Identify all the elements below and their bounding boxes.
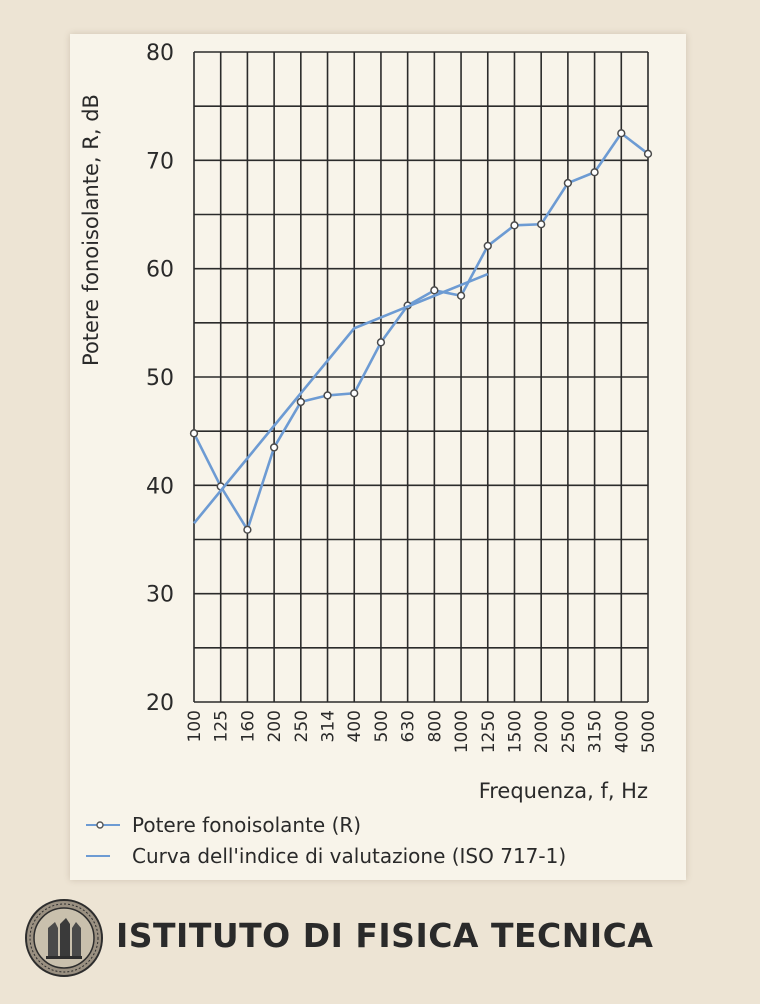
data-point	[511, 222, 518, 229]
footer	[24, 898, 744, 988]
data-point	[297, 399, 304, 406]
data-point	[484, 243, 491, 250]
x-tick-label: 5000	[639, 710, 659, 754]
x-tick-label: 3150	[585, 710, 606, 754]
x-tick-label: 1250	[478, 710, 499, 754]
y-tick-label: 80	[146, 41, 174, 66]
series	[191, 130, 652, 533]
y-tick-label: 20	[146, 691, 174, 716]
y-tick-labels	[146, 41, 174, 716]
data-point	[458, 292, 465, 299]
data-point	[191, 430, 198, 437]
data-point	[618, 130, 625, 137]
x-tick-label: 314	[318, 710, 339, 743]
x-tick-label: 2000	[532, 710, 553, 754]
series-line-0	[194, 133, 648, 530]
data-point	[645, 150, 652, 157]
x-axis-label: Frequenza, f, Hz	[478, 779, 648, 803]
grid	[194, 52, 648, 702]
data-point	[431, 287, 438, 294]
x-tick-label: 630	[398, 710, 419, 743]
data-point	[564, 180, 571, 187]
data-point	[271, 444, 278, 451]
y-tick-label: 60	[146, 257, 174, 283]
legend	[86, 813, 566, 868]
y-tick-label: 40	[146, 474, 174, 500]
x-tick-label: 100	[185, 710, 205, 743]
data-point	[244, 526, 251, 533]
x-tick-label: 800	[425, 710, 446, 743]
x-tick-label: 1500	[505, 710, 526, 754]
data-point	[538, 221, 545, 228]
x-tick-label: 2500	[558, 710, 579, 754]
x-tick-label: 500	[371, 710, 392, 743]
data-point	[591, 169, 598, 176]
data-point	[351, 390, 358, 397]
x-tick-label: 1000	[452, 710, 473, 754]
institute-name: ISTITUTO DI FISICA TECNICA	[116, 916, 654, 955]
y-axis-label: Potere fonoisolante, R, dB	[79, 94, 103, 366]
chart-card	[70, 34, 686, 880]
chart	[70, 34, 686, 880]
legend-marker-r	[97, 822, 103, 828]
x-tick-labels	[185, 710, 659, 753]
university-seal-icon	[24, 898, 104, 978]
data-point	[324, 392, 331, 399]
x-tick-label: 160	[238, 710, 259, 743]
x-tick-label: 4000	[612, 710, 633, 754]
legend-entry-r: Potere fonoisolante (R)	[132, 813, 362, 837]
legend-entry-iso: Curva dell'indice di valutazione (ISO 717-1)	[132, 844, 567, 868]
x-tick-label: 250	[291, 710, 312, 743]
y-tick-label: 50	[146, 366, 174, 391]
y-tick-label: 30	[146, 582, 174, 608]
data-point	[378, 339, 385, 346]
y-tick-label: 70	[146, 149, 174, 175]
x-tick-label: 200	[265, 710, 286, 743]
x-tick-label: 400	[345, 710, 366, 743]
x-tick-label: 125	[211, 710, 232, 743]
